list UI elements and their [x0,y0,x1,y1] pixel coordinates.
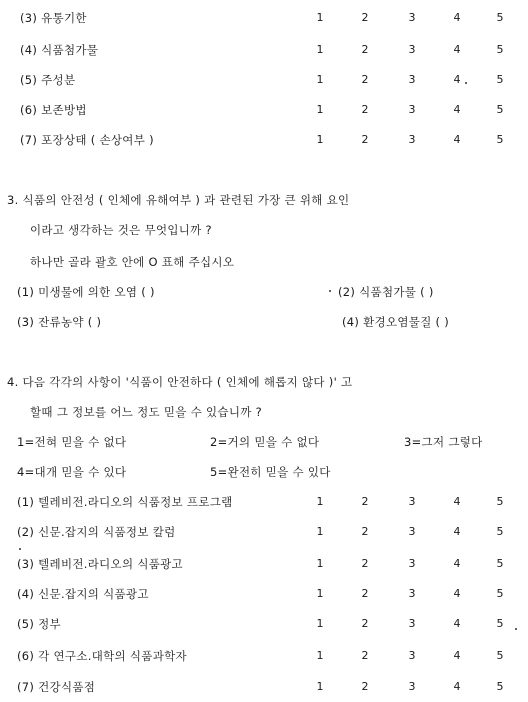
prev-rating-row3-option-1[interactable]: 1 [316,73,324,86]
q4-rating-row2-option-3[interactable]: 3 [408,525,416,538]
q4-rating-row6-option-3[interactable]: 3 [408,649,416,662]
q3-text-line2: 이라고 생각하는 것은 무엇입니까 ? [30,223,212,237]
q4-rating-row2-option-5[interactable]: 5 [496,525,504,538]
q4-item-2-label: (2) 신문.잡지의 식품정보 칼럼 [17,525,176,539]
q4-rating-row5-option-5[interactable]: 5 [496,617,504,630]
q4-item-7-label: (7) 건강식품점 [17,680,96,694]
q4-rating-row4-option-1[interactable]: 1 [316,587,324,600]
prev-rating-row1-option-4[interactable]: 4 [453,11,461,24]
q4-rating-row1-option-5[interactable]: 5 [496,495,504,508]
prev-rating-row5-option-1[interactable]: 1 [316,133,324,146]
q4-rating-row4-option-2[interactable]: 2 [361,587,369,600]
q4-rating-row3-option-1[interactable]: 1 [316,557,324,570]
q4-rating-row5-option-3[interactable]: 3 [408,617,416,630]
q4-rating-row3-option-3[interactable]: 3 [408,557,416,570]
q4-rating-row3-option-4[interactable]: 4 [453,557,461,570]
prev-rating-row4-option-5[interactable]: 5 [496,103,504,116]
q4-rating-row1-option-1[interactable]: 1 [316,495,324,508]
q4-rating-row6-option-1[interactable]: 1 [316,649,324,662]
q3-text-line1: 3. 식품의 안전성 ( 인체에 유해여부 ) 과 관련된 가장 큰 위해 요인 [7,193,350,207]
q4-rating-row2-option-4[interactable]: 4 [453,525,461,538]
prev-rating-row2-option-3[interactable]: 3 [408,43,416,56]
prev-rating-row4-option-4[interactable]: 4 [453,103,461,116]
scan-speck [465,82,467,84]
scan-speck [515,628,517,630]
q4-rating-row7-option-4[interactable]: 4 [453,680,461,693]
q4-item-1-label: (1) 텔레비전.라디오의 식품정보 프로그램 [17,495,233,509]
prev-rating-row2-option-2[interactable]: 2 [361,43,369,56]
q4-scale-label-3: 3=그저 그렇다 [404,435,483,449]
prev-rating-row4-option-1[interactable]: 1 [316,103,324,116]
q4-text-line2: 할때 그 정보를 어느 정도 믿을 수 있습니까 ? [30,405,262,419]
prev-rating-row5-option-3[interactable]: 3 [408,133,416,146]
prev-item-4-label: (4) 식품첨가물 [20,43,99,57]
q4-rating-row1-option-3[interactable]: 3 [408,495,416,508]
prev-rating-row2-option-4[interactable]: 4 [453,43,461,56]
q4-rating-row7-option-2[interactable]: 2 [361,680,369,693]
q4-rating-row2-option-2[interactable]: 2 [361,525,369,538]
q4-rating-row6-option-5[interactable]: 5 [496,649,504,662]
prev-item-5-label: (5) 주성분 [20,73,76,87]
prev-item-7-label: (7) 포장상태 ( 손상여부 ) [20,133,154,147]
q4-rating-row4-option-5[interactable]: 5 [496,587,504,600]
q4-rating-row3-option-5[interactable]: 5 [496,557,504,570]
q4-rating-row1-option-2[interactable]: 2 [361,495,369,508]
prev-rating-row5-option-2[interactable]: 2 [361,133,369,146]
prev-item-3-label: (3) 유통기한 [20,11,87,25]
q3-instruction: 하나만 골라 괄호 안에 O 표해 주십시오 [30,255,235,269]
q4-rating-row1-option-4[interactable]: 4 [453,495,461,508]
prev-rating-row1-option-3[interactable]: 3 [408,11,416,24]
q4-rating-row6-option-4[interactable]: 4 [453,649,461,662]
prev-rating-row2-option-1[interactable]: 1 [316,43,324,56]
q4-item-5-label: (5) 정부 [17,617,61,631]
q4-rating-row7-option-1[interactable]: 1 [316,680,324,693]
q4-rating-row5-option-4[interactable]: 4 [453,617,461,630]
q3-option-4[interactable]: (4) 환경오염물질 ( ) [342,315,450,329]
q4-scale-label-1: 1=전혀 믿을 수 없다 [17,435,127,449]
prev-rating-row3-option-5[interactable]: 5 [496,73,504,86]
q4-rating-row6-option-2[interactable]: 2 [361,649,369,662]
q3-option-1[interactable]: (1) 미생물에 의한 오염 ( ) [17,285,155,299]
q4-rating-row2-option-1[interactable]: 1 [316,525,324,538]
q4-scale-label-4: 4=대개 믿을 수 있다 [17,465,127,479]
prev-rating-row4-option-3[interactable]: 3 [408,103,416,116]
q4-rating-row4-option-3[interactable]: 3 [408,587,416,600]
q4-text-line1: 4. 다음 각각의 사항이 '식품이 안전하다 ( 인체에 해롭지 않다 )' 고 [7,375,353,389]
prev-rating-row1-option-2[interactable]: 2 [361,11,369,24]
q3-option-3[interactable]: (3) 잔류농약 ( ) [17,315,102,329]
q4-item-3-label: (3) 텔레비전.라디오의 식품광고 [17,557,183,571]
prev-rating-row3-option-4[interactable]: 4 [453,73,461,86]
q4-rating-row4-option-4[interactable]: 4 [453,587,461,600]
prev-rating-row2-option-5[interactable]: 5 [496,43,504,56]
prev-rating-row4-option-2[interactable]: 2 [361,103,369,116]
q4-item-4-label: (4) 신문.잡지의 식품광고 [17,587,149,601]
q4-rating-row5-option-2[interactable]: 2 [361,617,369,630]
prev-rating-row5-option-4[interactable]: 4 [453,133,461,146]
q4-item-6-label: (6) 각 연구소.대학의 식품과학자 [17,649,187,663]
q3-option-2[interactable]: (2) 식품첨가물 ( ) [338,285,434,299]
prev-rating-row5-option-5[interactable]: 5 [496,133,504,146]
prev-rating-row3-option-2[interactable]: 2 [361,73,369,86]
q4-scale-label-2: 2=거의 믿을 수 없다 [210,435,320,449]
q4-rating-row5-option-1[interactable]: 1 [316,617,324,630]
scan-speck [19,548,21,550]
q4-rating-row3-option-2[interactable]: 2 [361,557,369,570]
prev-rating-row1-option-1[interactable]: 1 [316,11,324,24]
q4-rating-row7-option-5[interactable]: 5 [496,680,504,693]
q4-scale-label-5: 5=완전히 믿을 수 있다 [210,465,331,479]
prev-rating-row3-option-3[interactable]: 3 [408,73,416,86]
prev-item-6-label: (6) 보존방법 [20,103,87,117]
scan-speck [329,290,331,292]
q4-rating-row7-option-3[interactable]: 3 [408,680,416,693]
prev-rating-row1-option-5[interactable]: 5 [496,11,504,24]
